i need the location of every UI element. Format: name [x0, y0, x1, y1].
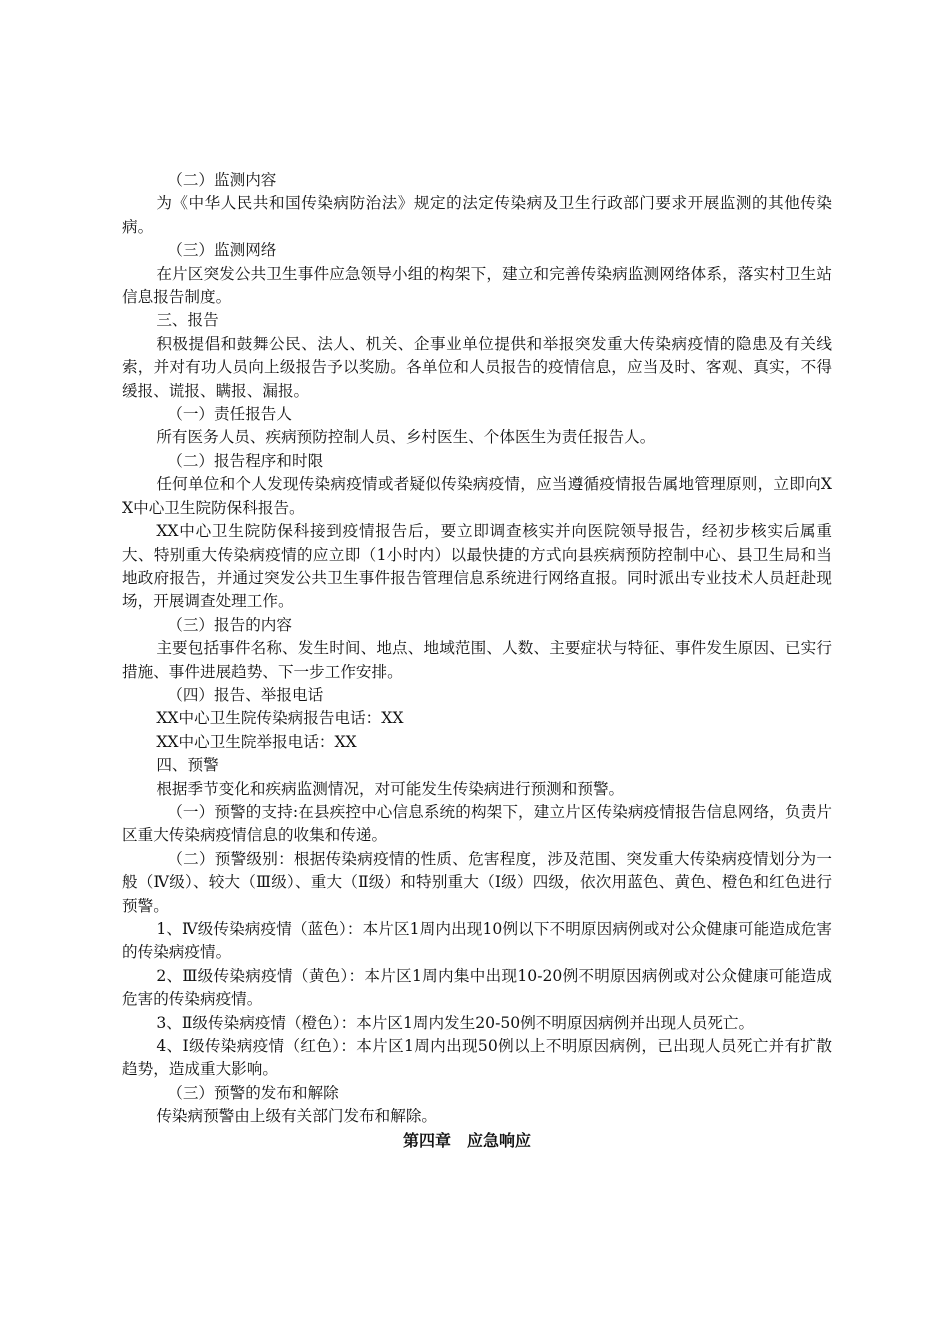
paragraph-level-1: 4、Ⅰ级传染病疫情（红色）：本片区1周内出现50例以上不明原因病例，已出现人员死亡并有扩散趋势，造成重大影响。 [122, 1037, 832, 1079]
paragraph-level-3: 2、Ⅲ级传染病疫情（黄色）：本片区1周内集中出现10-20例不明原因病例或对公众健康可能造成危害的传染病疫情。 [122, 966, 832, 1009]
paragraph-level-2: 3、Ⅱ级传染病疫情（橙色）：本片区1周内发生20-50例不明原因病例并出现人员死亡。 [156, 1013, 755, 1032]
paragraph-report-phone: XX中心卫生院传染病报告电话：XX [156, 709, 404, 728]
section-heading-report-content: （三）报告的内容 [167, 615, 292, 634]
paragraph-report-procedure-2: XX中心卫生院防保科接到疫情报告后，要立即调查核实并向医院领导报告，经初步核实后属重大、特别重大传染病疫情的应立即（1小时内）以最快捷的方式向县疾病预防控制中心、县卫生局和当地政府报告，并通过突发公共卫生事件报告管理信息系统进行网络直报。同时派出专业技术人员赶赴现场，开展调查处理工作。 [122, 522, 832, 611]
section-heading-report-phone: （四）报告、举报电话 [167, 685, 324, 704]
section-heading-warning-release: （三）预警的发布和解除 [167, 1083, 339, 1102]
paragraph-early-warning-intro: 根据季节变化和疾病监测情况，对可能发生传染病进行预测和预警。 [156, 779, 625, 798]
paragraph-level-4: 1、Ⅳ级传染病疫情（蓝色）：本片区1周内出现10例以下不明原因病例或对公众健康可能造成危害的传染病疫情。 [122, 920, 832, 962]
paragraph-responsible-reporter: 所有医务人员、疾病预防控制人员、乡村医生、个体医生为责任报告人。 [156, 428, 656, 447]
document-page [122, 169, 832, 1153]
section-heading-early-warning: 四、预警 [156, 756, 219, 775]
chapter-title: 第四章 应急响应 [402, 1130, 531, 1150]
section-heading-report: 三、报告 [156, 311, 219, 330]
paragraph-warning-levels: （二）预警级别：根据传染病疫情的性质、危害程度，涉及范围、突发重大传染病疫情划分为一般（Ⅳ级）、较大（Ⅲ级）、重大（Ⅱ级）和特别重大（Ⅰ级）四级，依次用蓝色、黄色、橙色和红色进行预警。 [122, 849, 832, 915]
section-heading-monitoring-content: （二）监测内容 [167, 171, 277, 189]
paragraph-tipoff-phone: XX中心卫生院举报电话：XX [156, 732, 357, 751]
section-heading-responsible-reporter: （一）责任报告人 [167, 405, 292, 424]
paragraph-warning-release: 传染病预警由上级有关部门发布和解除。 [156, 1107, 438, 1126]
paragraph-report-content: 主要包括事件名称、发生时间、地点、地域范围、人数、主要症状与特征、事件发生原因、已实行措施、事件进展趋势、下一步工作安排。 [122, 639, 832, 681]
section-heading-monitoring-network: （三）监测网络 [167, 241, 277, 260]
paragraph-report-procedure-1: 任何单位和个人发现传染病疫情或者疑似传染病疫情，应当遵循疫情报告属地管理原则，立即向XX中心卫生院防保科报告。 [122, 475, 832, 517]
paragraph-report-intro: 积极提倡和鼓舞公民、法人、机关、企事业单位提供和举报突发重大传染病疫情的隐患及有关线索，并对有功人员向上级报告予以奖励。各单位和人员报告的疫情信息，应当及时、客观、真实，不得缓报、谎报、瞒报、漏报。 [122, 334, 832, 400]
paragraph-monitoring-network: 在片区突发公共卫生事件应急领导小组的构架下，建立和完善传染病监测网络体系，落实村卫生站信息报告制度。 [122, 264, 832, 307]
section-heading-report-procedure: （二）报告程序和时限 [167, 451, 324, 470]
paragraph-warning-support: （一）预警的支持:在县疾控中心信息系统的构架下，建立片区传染病疫情报告信息网络，负责片区重大传染病疫情信息的收集和传递。 [122, 802, 832, 845]
paragraph-monitoring-content: 为《中华人民共和国传染病防治法》规定的法定传染病及卫生行政部门要求开展监测的其他传染病。 [122, 194, 832, 236]
